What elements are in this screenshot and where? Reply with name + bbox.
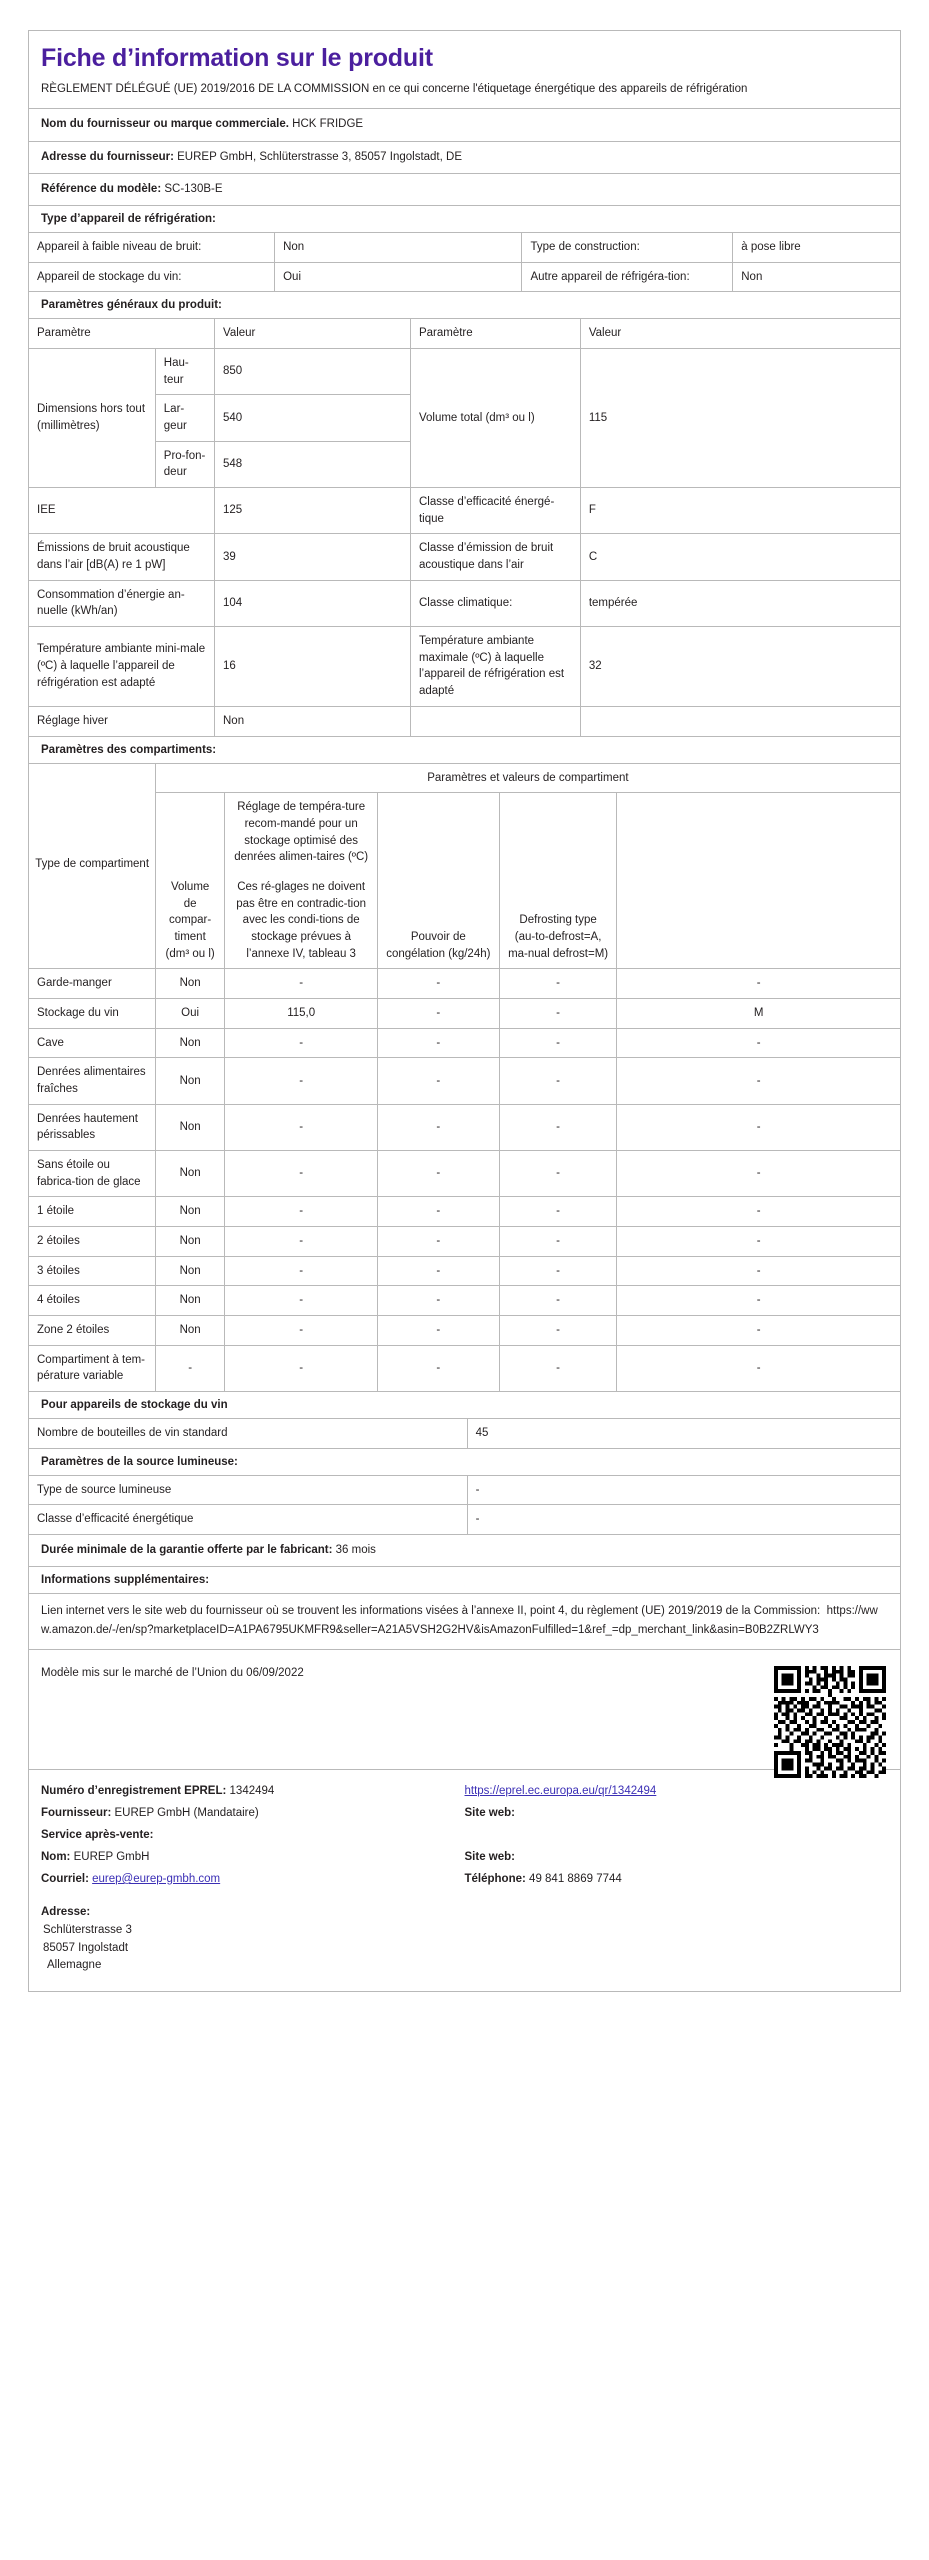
compartment-present: Non <box>155 1197 225 1227</box>
compartment-temp: - <box>377 1315 499 1345</box>
compartment-volume: - <box>225 1028 377 1058</box>
general-parameters-table-wrap <box>29 319 900 736</box>
dimension-height-value: 850 <box>215 349 411 395</box>
email-cell <box>41 1873 465 1885</box>
compartment-defrost: - <box>617 1197 900 1227</box>
col-parameter-2: Paramètre <box>410 319 580 348</box>
compartment-freeze: - <box>499 969 617 998</box>
dimensions-label: Dimensions hors tout (millimètres) <box>29 349 155 488</box>
compartment-defrost: - <box>617 1150 900 1196</box>
compartment-volume: - <box>225 1150 377 1196</box>
energy-class-value: F <box>580 488 900 534</box>
noise-emission-value: 39 <box>215 534 411 580</box>
general-parameters-table <box>29 319 900 735</box>
service-row <box>41 1824 888 1846</box>
compartment-defrost: - <box>617 1286 900 1316</box>
col-temperature-setting-note: Ces ré-glages ne doivent pas être en contradic-tion avec les condi-tions de stockage prévues à l’annexe IV, tableau 3 <box>236 880 367 960</box>
other-appliance-label: Autre appareil de réfrigéra-tion: <box>522 262 733 291</box>
appliance-type-heading: Type d’appareil de réfrigération: <box>29 206 900 233</box>
dimension-height-label: Hau-teur <box>155 349 214 395</box>
dimension-depth-label: Pro-fon-deur <box>155 441 214 487</box>
table-row <box>29 998 900 1028</box>
appliance-type-table-wrap <box>29 233 900 292</box>
table-row <box>29 1104 900 1150</box>
compartment-freeze: - <box>499 1315 617 1345</box>
model-reference-label: Référence du modèle: <box>41 182 162 195</box>
compartment-volume: 115,0 <box>225 998 377 1028</box>
construction-type-value: à pose libre <box>733 233 900 262</box>
winter-setting-label: Réglage hiver <box>29 706 215 735</box>
email-row <box>41 1868 888 1890</box>
compartment-volume: - <box>225 1226 377 1256</box>
compartments-table-wrap <box>29 764 900 1392</box>
email-link[interactable]: eurep@eurep-gmbh.com <box>92 1873 221 1886</box>
website-cell-2 <box>465 1851 889 1863</box>
winter-setting-spacer-1 <box>410 706 580 735</box>
climate-class-label: Classe climatique: <box>410 580 580 626</box>
table-row <box>29 1286 900 1316</box>
footer-contact-block <box>29 1770 900 1898</box>
table-row <box>29 1419 900 1448</box>
compartment-temp: - <box>377 969 499 998</box>
compartment-type: 3 étoiles <box>29 1256 155 1286</box>
table-row <box>29 534 900 580</box>
compartments-heading: Paramètres des compartiments: <box>29 737 900 764</box>
wine-bottles-table <box>29 1419 900 1448</box>
regulation-intro: RÈGLEMENT DÉLÉGUÉ (UE) 2019/2016 DE LA COMMISSION en ce qui concerne l'étiquetage énergétique des appareils de réfrigération <box>41 82 748 95</box>
compartment-temp: - <box>377 1197 499 1227</box>
compartment-defrost: M <box>617 998 900 1028</box>
low-noise-value: Non <box>275 233 522 262</box>
noise-class-label: Classe d’émission de bruit acoustique dans l’air <box>410 534 580 580</box>
wine-bottles-wrap <box>29 1419 900 1449</box>
annual-consumption-value: 104 <box>215 580 411 626</box>
iee-label: IEE <box>29 488 215 534</box>
compartment-present: Non <box>155 1315 225 1345</box>
compartment-volume: - <box>225 969 377 998</box>
compartment-freeze: - <box>499 1058 617 1104</box>
general-parameters-heading: Paramètres généraux du produit: <box>29 292 900 319</box>
footer-address-line-3: Allemagne <box>47 1959 102 1972</box>
compartment-type: Garde-manger <box>29 969 155 998</box>
table-row <box>29 627 900 707</box>
light-source-table-wrap <box>29 1476 900 1535</box>
qr-code <box>774 1666 886 1778</box>
footer-address-line-1: Schlüterstrasse 3 <box>43 1923 132 1936</box>
light-source-class-label: Classe d’efficacité énergétique <box>29 1505 467 1534</box>
table-row <box>29 233 900 262</box>
footer-address-line-2: 85057 Ingolstadt <box>43 1941 129 1954</box>
table-row <box>29 1028 900 1058</box>
compartment-type: Stockage du vin <box>29 998 155 1028</box>
wine-bottles-label: Nombre de bouteilles de vin standard <box>29 1419 467 1448</box>
table-row <box>29 969 900 998</box>
compartment-defrost: - <box>617 1256 900 1286</box>
footer-address-block <box>29 1898 900 1991</box>
compartment-present: Non <box>155 1286 225 1316</box>
light-source-type-value: - <box>467 1476 900 1505</box>
table-row <box>29 1226 900 1256</box>
supplier-address-value: EUREP GmbH, Schlüterstrasse 3, 85057 Ingolstadt, DE <box>177 150 462 163</box>
compartment-volume: - <box>225 1058 377 1104</box>
compartment-volume: - <box>225 1315 377 1345</box>
min-ambient-temp-value: 16 <box>215 627 411 707</box>
model-reference-row <box>29 174 900 206</box>
compartment-defrost: - <box>617 1345 900 1391</box>
market-placement-block <box>29 1650 900 1770</box>
header-block <box>29 31 900 109</box>
col-compartment-volume: Volume de compar-timent (dm³ ou l) <box>155 793 225 969</box>
compartment-temp: - <box>377 1150 499 1196</box>
total-volume-value: 115 <box>580 349 900 488</box>
email-label: Courriel: <box>41 1873 89 1886</box>
light-source-type-label: Type de source lumineuse <box>29 1476 467 1505</box>
light-source-table <box>29 1476 900 1534</box>
low-noise-label: Appareil à faible niveau de bruit: <box>29 233 275 262</box>
phone-label: Téléphone: <box>464 1873 526 1886</box>
supplier-link-text: Lien internet vers le site web du fournisseur où se trouvent les informations visées à l’annexe II, point 4, du règlement (UE) 2019/2019 de la Commission: <box>41 1605 821 1618</box>
compartment-defrost: - <box>617 969 900 998</box>
phone-value: 49 841 8869 7744 <box>529 1873 622 1886</box>
name-label: Nom: <box>41 1851 71 1864</box>
eprel-cell <box>41 1785 465 1797</box>
compartment-temp: - <box>377 1345 499 1391</box>
table-header-row <box>29 319 900 348</box>
appliance-type-table <box>29 233 900 291</box>
compartment-freeze: - <box>499 1197 617 1227</box>
supplier-footer-label: Fournisseur: <box>41 1807 112 1820</box>
table-row <box>29 1505 900 1534</box>
compartment-type: 4 étoiles <box>29 1286 155 1316</box>
warranty-value: 36 mois <box>335 1543 376 1556</box>
model-reference-value: SC-130B-E <box>164 182 223 195</box>
eprel-url-link[interactable]: https://eprel.ec.europa.eu/qr/1342494 <box>464 1785 657 1798</box>
compartment-temp: - <box>377 998 499 1028</box>
eprel-value: 1342494 <box>229 1785 275 1798</box>
compartment-type: 1 étoile <box>29 1197 155 1227</box>
compartment-temp: - <box>377 1028 499 1058</box>
market-placement-text: Modèle mis sur le marché de l’Union du 06/09/2022 <box>41 1667 304 1680</box>
table-row <box>29 262 900 291</box>
supplier-footer-row <box>41 1802 888 1824</box>
supplier-address-label: Adresse du fournisseur: <box>41 150 174 163</box>
table-row <box>29 488 900 534</box>
compartment-freeze: - <box>499 1286 617 1316</box>
eprel-label: Numéro d’enregistrement EPREL: <box>41 1785 227 1798</box>
compartment-freeze: - <box>499 1150 617 1196</box>
noise-class-value: C <box>580 534 900 580</box>
compartment-defrost: - <box>617 1315 900 1345</box>
name-value: EUREP GmbH <box>73 1851 150 1864</box>
eprel-url-cell <box>465 1785 889 1797</box>
compartment-freeze: - <box>499 998 617 1028</box>
wine-storage-value: Oui <box>275 262 522 291</box>
compartment-present: Non <box>155 1104 225 1150</box>
table-row <box>29 1315 900 1345</box>
compartment-present: - <box>155 1345 225 1391</box>
col-parameter-1: Paramètre <box>29 319 215 348</box>
table-row <box>29 1197 900 1227</box>
eprel-row <box>41 1780 888 1802</box>
website-label-1: Site web: <box>464 1807 515 1820</box>
table-row <box>29 349 900 395</box>
noise-emission-label: Émissions de bruit acoustique dans l’air [dB(A) re 1 pW] <box>29 534 215 580</box>
table-row <box>29 1476 900 1505</box>
col-value-1: Valeur <box>215 319 411 348</box>
max-ambient-temp-value: 32 <box>580 627 900 707</box>
warranty-row <box>29 1535 900 1567</box>
website-cell-1 <box>465 1807 889 1819</box>
compartment-defrost: - <box>617 1226 900 1256</box>
compartment-volume: - <box>225 1256 377 1286</box>
compartment-present: Non <box>155 1226 225 1256</box>
compartment-temp: - <box>377 1058 499 1104</box>
col-header-spacer <box>617 793 900 969</box>
supplier-address-row <box>29 142 900 174</box>
compartment-volume: - <box>225 1286 377 1316</box>
compartments-table <box>29 764 900 970</box>
total-volume-label: Volume total (dm³ ou l) <box>410 349 580 488</box>
compartment-defrost: - <box>617 1028 900 1058</box>
name-cell <box>41 1851 465 1863</box>
table-row <box>29 1256 900 1286</box>
table-row <box>29 1058 900 1104</box>
construction-type-label: Type de construction: <box>522 233 733 262</box>
compartment-defrost: - <box>617 1058 900 1104</box>
iee-value: 125 <box>215 488 411 534</box>
col-freezing-capacity: Pouvoir de congélation (kg/24h) <box>377 793 499 969</box>
compartment-type: Denrées alimentaires fraîches <box>29 1058 155 1104</box>
compartment-type: Sans étoile ou fabrica-tion de glace <box>29 1150 155 1196</box>
supplier-footer-value: EUREP GmbH (Mandataire) <box>114 1807 259 1820</box>
compartment-temp: - <box>377 1256 499 1286</box>
compartment-type: Denrées hautement périssables <box>29 1104 155 1150</box>
service-label: Service après-vente: <box>41 1829 154 1842</box>
website-label-2: Site web: <box>464 1851 515 1864</box>
col-defrosting-type: Defrosting type (au-to-defrost=A, ma-nual defrost=M) <box>499 793 617 969</box>
col-temperature-setting-main: Réglage de tempéra-ture recom-mandé pour un stockage optimisé des denrées alimen-taires (ºC) <box>234 801 369 864</box>
table-header-row <box>29 764 900 793</box>
light-source-class-value: - <box>467 1505 900 1534</box>
compartment-type: Compartiment à tem-pérature variable <box>29 1345 155 1391</box>
compartments-rows-table <box>29 969 900 1391</box>
name-row <box>41 1846 888 1868</box>
other-appliance-value: Non <box>733 262 900 291</box>
compartment-defrost: - <box>617 1104 900 1150</box>
compartment-present: Oui <box>155 998 225 1028</box>
compartment-freeze: - <box>499 1345 617 1391</box>
compartment-type: 2 étoiles <box>29 1226 155 1256</box>
col-compartment-type: Type de compartiment <box>35 858 150 871</box>
table-row <box>29 706 900 735</box>
light-source-heading: Paramètres de la source lumineuse: <box>29 1449 900 1476</box>
wine-bottles-value: 45 <box>467 1419 900 1448</box>
annual-consumption-label: Consommation d’énergie an-nuelle (kWh/an) <box>29 580 215 626</box>
additional-info-heading: Informations supplémentaires: <box>29 1567 900 1594</box>
compartment-volume: - <box>225 1104 377 1150</box>
warranty-label: Durée minimale de la garantie offerte par le fabricant: <box>41 1543 333 1556</box>
service-cell <box>41 1829 465 1841</box>
supplier-name-row <box>29 109 900 141</box>
compartment-type: Zone 2 étoiles <box>29 1315 155 1345</box>
dimension-width-label: Lar-geur <box>155 395 214 441</box>
compartment-present: Non <box>155 969 225 998</box>
winter-setting-spacer-2 <box>580 706 900 735</box>
compartment-freeze: - <box>499 1028 617 1058</box>
dimension-depth-value: 548 <box>215 441 411 487</box>
supplier-footer-cell <box>41 1807 465 1819</box>
compartment-present: Non <box>155 1150 225 1196</box>
document-frame <box>28 30 901 1992</box>
compartment-volume: - <box>225 1345 377 1391</box>
energy-class-label: Classe d’efficacité énergé-tique <box>410 488 580 534</box>
table-row <box>29 580 900 626</box>
compartment-volume: - <box>225 1197 377 1227</box>
compartment-temp: - <box>377 1104 499 1150</box>
dimension-width-value: 540 <box>215 395 411 441</box>
table-header-row <box>29 793 900 969</box>
climate-class-value: tempérée <box>580 580 900 626</box>
table-row <box>29 1345 900 1391</box>
table-row <box>29 1150 900 1196</box>
phone-cell <box>465 1873 889 1885</box>
wine-storage-label: Appareil de stockage du vin: <box>29 262 275 291</box>
min-ambient-temp-label: Température ambiante mini-male (ºC) à laquelle l’appareil de réfrigération est adapté <box>29 627 215 707</box>
compartment-present: Non <box>155 1256 225 1286</box>
supplier-name-label: Nom du fournisseur ou marque commerciale. <box>41 118 289 131</box>
max-ambient-temp-label: Température ambiante maximale (ºC) à laquelle l’appareil de réfrigération est adapté <box>410 627 580 707</box>
supplier-link-url[interactable]: https://www.amazon.de/-/en/sp?marketplaceID=A1PA6795UKMFR9&seller=A21A5VSH2G2HV&isAmazonFulfilled=1&ref_=dp_merchant_link&asin=B0B2ZRLWY3 <box>41 1605 878 1636</box>
compartment-freeze: - <box>499 1226 617 1256</box>
page-title: Fiche d’information sur le produit <box>41 44 433 72</box>
compartment-freeze: - <box>499 1104 617 1150</box>
compartment-freeze: - <box>499 1256 617 1286</box>
compartment-group-header: Paramètres et valeurs de compartiment <box>155 764 900 793</box>
wine-appliances-heading: Pour appareils de stockage du vin <box>29 1392 900 1419</box>
supplier-link-block <box>29 1594 900 1650</box>
compartment-temp: - <box>377 1226 499 1256</box>
compartment-present: Non <box>155 1058 225 1104</box>
compartment-type: Cave <box>29 1028 155 1058</box>
col-value-2: Valeur <box>580 319 900 348</box>
compartment-temp: - <box>377 1286 499 1316</box>
service-spacer <box>465 1829 889 1841</box>
compartment-present: Non <box>155 1028 225 1058</box>
footer-address-label: Adresse: <box>41 1906 91 1919</box>
col-temperature-setting <box>225 793 377 969</box>
winter-setting-value: Non <box>215 706 411 735</box>
supplier-name-value: HCK FRIDGE <box>292 118 364 131</box>
